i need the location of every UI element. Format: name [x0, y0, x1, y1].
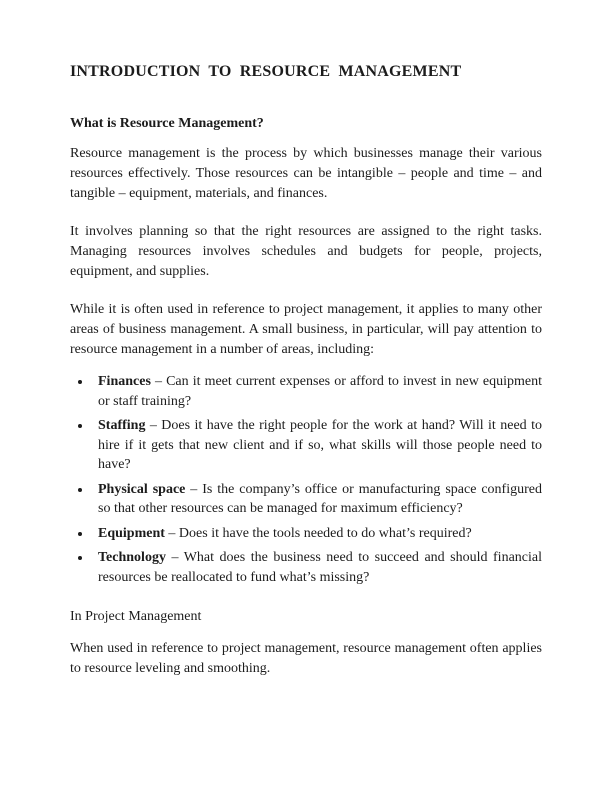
intro-paragraph-3: While it is often used in reference to project management, it applies to many other areas of business management. A small business, in particular, will pay attention to resource management in a number of areas, including: [70, 302, 542, 357]
list-item-technology [70, 548, 542, 587]
list-item-desc: – Does it have the right people for the work at hand? Will it need to hire if it gets that new client and if so, what skills will those people need to have? [98, 418, 542, 472]
list-item-equipment [70, 524, 542, 544]
list-item-term: Finances [98, 374, 151, 389]
list-item-physical-space [70, 480, 542, 519]
list-item-term: Equipment [98, 525, 165, 541]
section-heading-in-project-management: In Project Management [70, 609, 202, 624]
bullet-icon [78, 380, 82, 384]
list-item-staffing [70, 416, 542, 475]
list-item-desc: – Can it meet current expenses or afford to invest in new equipment or staff training? [98, 374, 542, 409]
list-item-term: Technology [98, 550, 166, 565]
list-item-term: Staffing [98, 418, 146, 433]
list-item-desc: – What does the business need to succeed and should financial resources be reallocated to fund what’s missing? [98, 550, 542, 585]
list-item-desc: – Does it have the tools needed to do what’s required? [164, 525, 472, 541]
focus-areas-list [70, 372, 542, 587]
section-heading-what-is-resource-management: What is Resource Management? [70, 116, 264, 131]
list-item-finances [70, 372, 542, 411]
list-item-desc: – Is the company’s office or manufacturing space configured so that other resources can be managed for maximum efficiency? [98, 481, 542, 516]
bullet-icon [78, 424, 82, 428]
intro-paragraph-2: It involves planning so that the right resources are assigned to the right tasks. Managing resources involves schedules and budgets for people, projects, equipment, and supplies. [70, 224, 542, 279]
project-management-paragraph: When used in reference to project management, resource management often applies to resource leveling and smoothing. [70, 641, 542, 676]
bullet-icon [78, 532, 82, 536]
bullet-icon [78, 556, 82, 560]
list-item-term: Physical space [98, 481, 186, 497]
document-title: INTRODUCTION TO RESOURCE MANAGEMENT [70, 63, 462, 80]
intro-paragraph-1: Resource management is the process by which businesses manage their various resources effectively. Those resources can be intangible – people and time – and tangible – equipment, materials, and finances. [70, 146, 542, 201]
bullet-icon [78, 488, 82, 492]
